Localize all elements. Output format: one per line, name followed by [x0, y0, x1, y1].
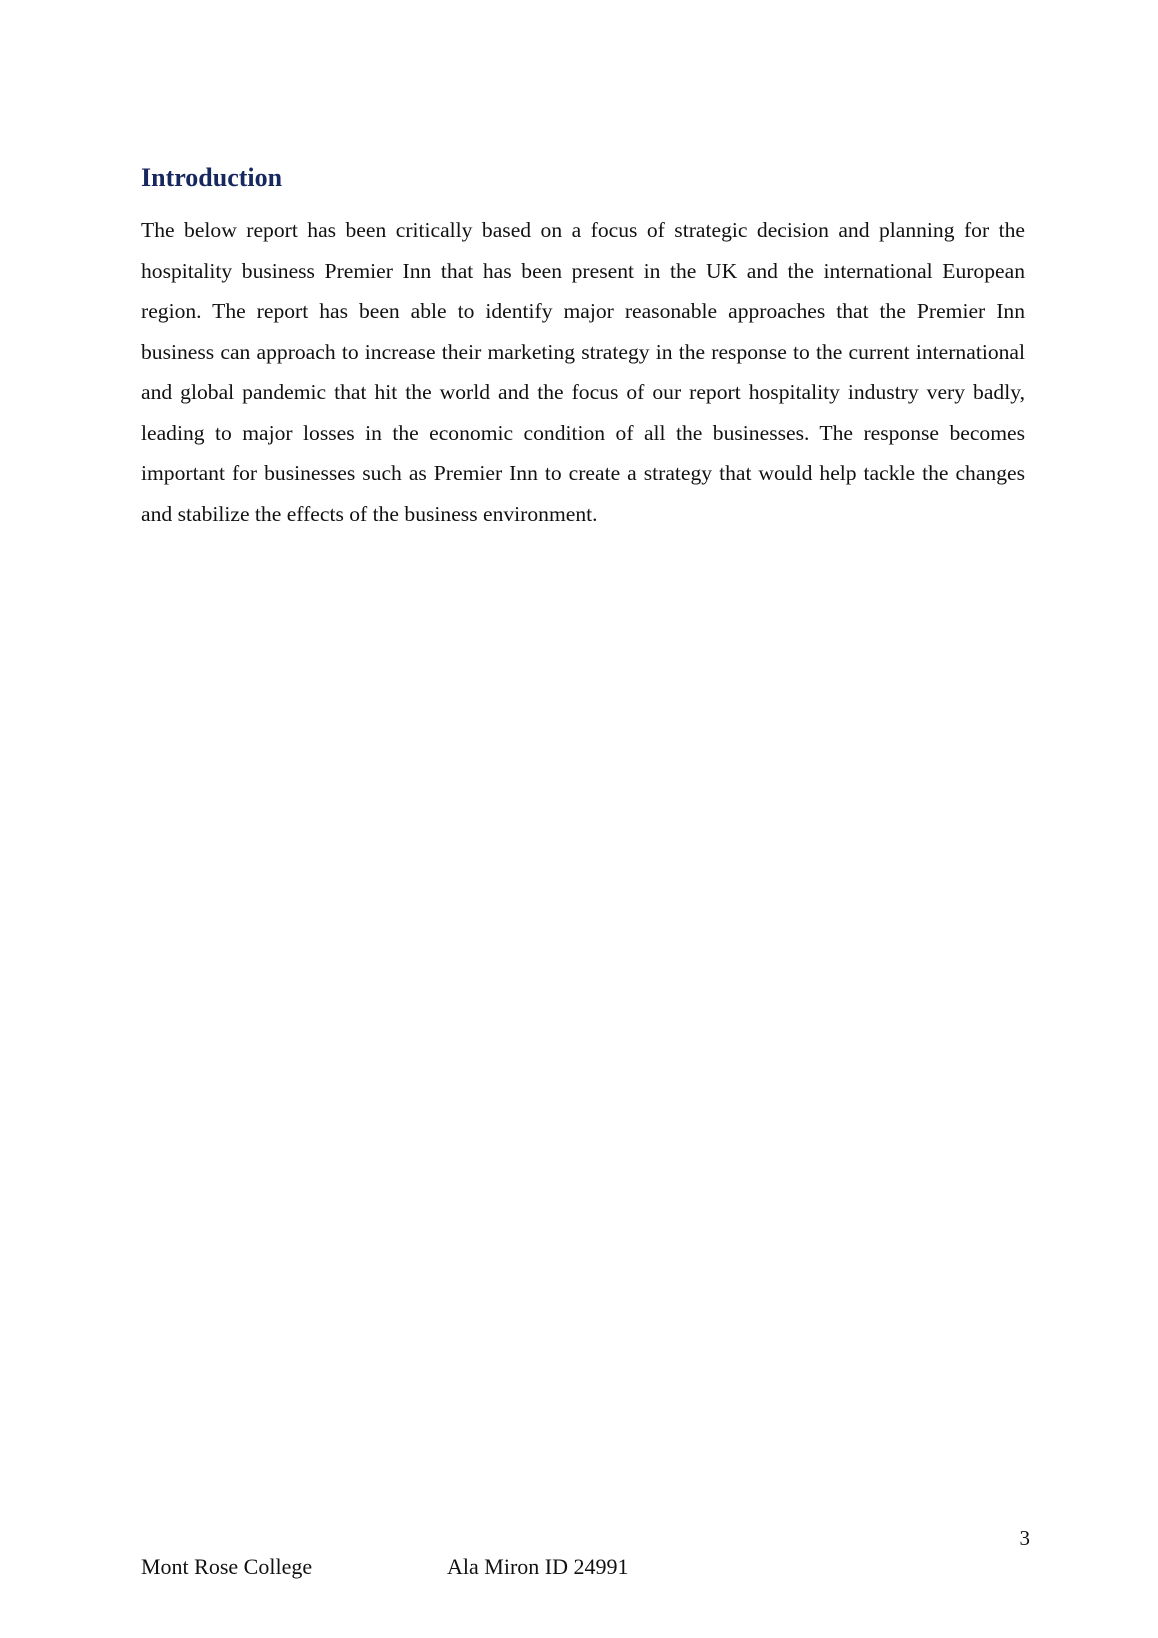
- page-number: 3: [1019, 1526, 1030, 1550]
- section-heading: Introduction: [141, 163, 283, 192]
- introduction-paragraph: The below report has been critically based on a focus of strategic decision and planning for the hospitality business Premier Inn that has been present in the UK and the international European region. The report has been able to identify major reasonable approaches that the Premier Inn business can approach to increase their marketing strategy in the response to the current international and global pandemic that hit the world and the focus of our report hospitality industry very badly, leading to major losses in the economic condition of all the businesses. The response becomes important for businesses such as Premier Inn to create a strategy that would help tackle the changes and stabilize the effects of the business environment.: [141, 218, 1025, 526]
- footer-author-id: Ala Miron ID 24991: [447, 1554, 629, 1579]
- footer-college: Mont Rose College: [141, 1554, 313, 1579]
